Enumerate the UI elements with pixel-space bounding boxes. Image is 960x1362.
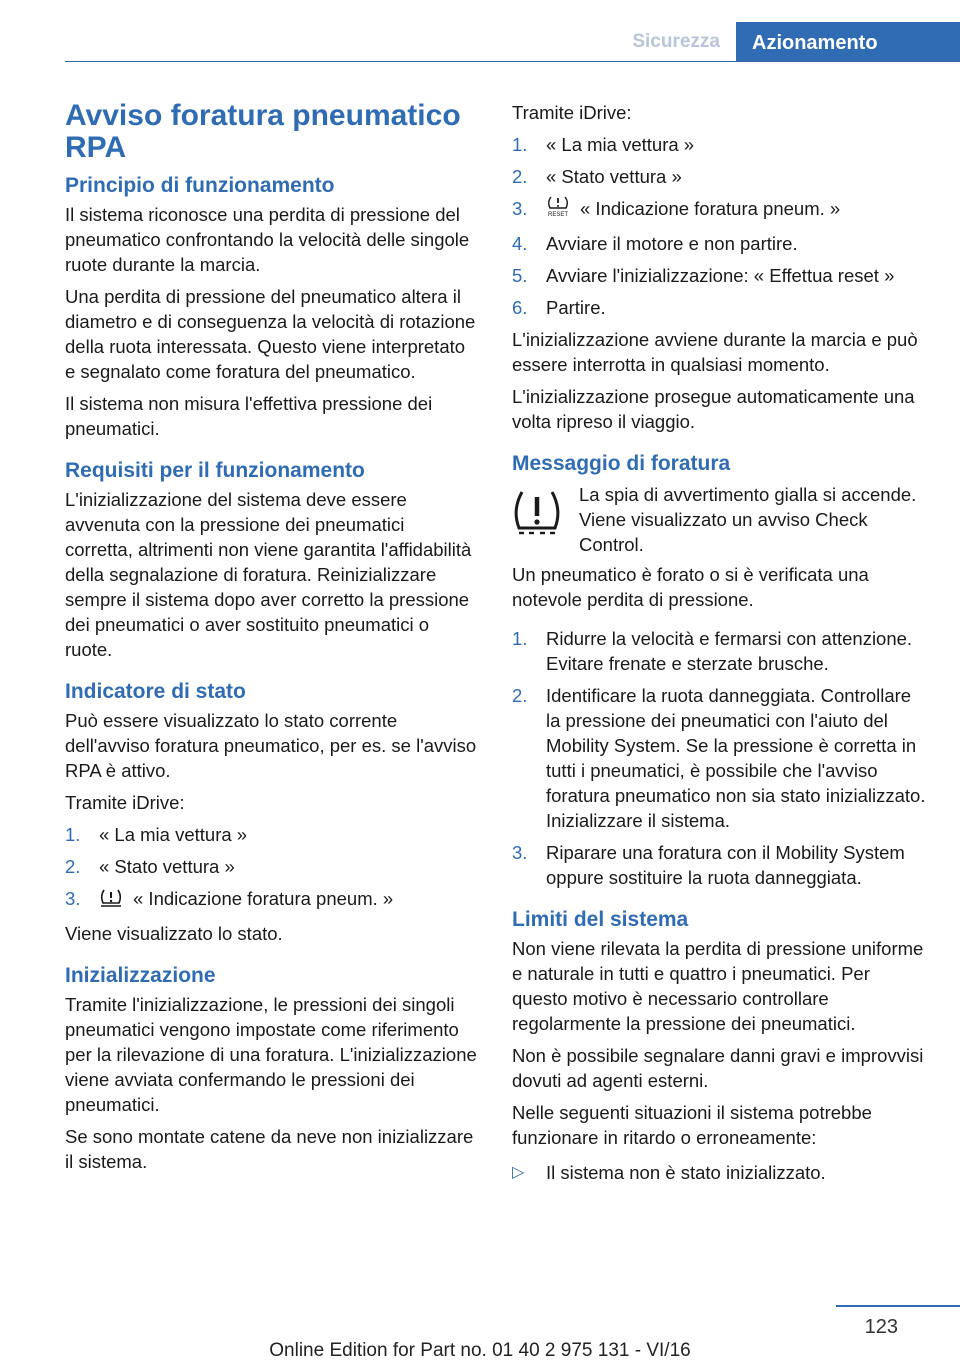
footer-rule bbox=[836, 1305, 960, 1307]
footer-edition: Online Edition for Part no. 01 40 2 975 131 - VI/16 bbox=[269, 1340, 691, 1361]
left-column bbox=[65, 100, 477, 1181]
list-item bbox=[65, 886, 477, 914]
paragraph: Il sistema non misura l'effettiva pressione dei pneumatici. bbox=[65, 393, 433, 439]
step-number: 2. bbox=[512, 685, 528, 706]
list-item bbox=[512, 132, 926, 157]
paragraph: Può essere visualizzato lo stato corrente dell'avviso foratura pneumatico, per es. se l'avviso RPA è attivo. bbox=[65, 710, 477, 781]
step-number: 6. bbox=[512, 297, 528, 318]
step-number: 2. bbox=[65, 856, 81, 877]
step-text: « Stato vettura » bbox=[99, 856, 235, 877]
step-number: 1. bbox=[512, 628, 528, 649]
right-column bbox=[512, 100, 926, 1185]
header-rule bbox=[65, 61, 960, 62]
paragraph: Non viene rilevata la perdita di pressione uniforme e naturale in tutti e quattro i pneumatici. Per questo motivo è necessario controllare regolarmente la pressione dei pneumatici. bbox=[512, 938, 924, 1034]
paragraph: Il sistema riconosce una perdita di pressione del pneumatico confrontando la velocità delle singole ruote durante la marcia. bbox=[65, 204, 470, 275]
step-text: Avviare il motore e non partire. bbox=[546, 233, 798, 254]
heading-requirements: Requisiti per il funzionamento bbox=[65, 459, 365, 482]
heading-principle: Principio di funzionamento bbox=[65, 174, 335, 197]
list-item bbox=[512, 164, 926, 189]
step-number: 5. bbox=[512, 265, 528, 286]
step-text: « La mia vettura » bbox=[546, 134, 695, 155]
step-number: 3. bbox=[65, 888, 81, 909]
step-number: 3. bbox=[512, 198, 528, 219]
step-text: « Stato vettura » bbox=[546, 166, 682, 187]
bullet-marker: ▷ bbox=[512, 1164, 525, 1181]
paragraph: Una perdita di pressione del pneumatico altera il diametro e di conseguenza la velocità di rotazione della ruota interessata. Questo viene interpretato e segnalato come foratura del pneumatico. bbox=[65, 286, 476, 382]
puncture-steps bbox=[512, 626, 926, 890]
step-number: 1. bbox=[512, 134, 528, 155]
heading-limits: Limiti del sistema bbox=[512, 908, 689, 931]
heading-init: Inizializzazione bbox=[65, 964, 216, 987]
paragraph: Viene visualizzato lo stato. bbox=[65, 923, 283, 944]
reset-label: RESET bbox=[547, 212, 569, 218]
heading-message: Messaggio di foratura bbox=[512, 452, 731, 475]
step-text: « Indicazione foratura pneum. » bbox=[580, 198, 841, 219]
step-text: Ridurre la velocità e fermarsi con attenzione. Evitare frenate e sterzate brusche. bbox=[546, 628, 913, 674]
paragraph: Tramite iDrive: bbox=[65, 792, 185, 813]
list-item bbox=[65, 822, 477, 847]
init-steps bbox=[512, 132, 926, 320]
step-text: « Indicazione foratura pneum. » bbox=[133, 888, 394, 909]
status-steps bbox=[65, 822, 477, 914]
tire-reset-icon bbox=[546, 196, 570, 224]
tire-warning-icon bbox=[512, 488, 562, 538]
paragraph: Nelle seguenti situazioni il sistema potrebbe funzionare in ritardo o erroneamente: bbox=[512, 1102, 872, 1148]
paragraph: Un pneumatico è forato o si è verificata una notevole perdita di pressione. bbox=[512, 564, 869, 610]
page-header bbox=[0, 0, 960, 62]
paragraph: L'inizializzazione del sistema deve essere avvenuta con la pressione dei pneumatici corretta, altrimenti non viene garantita l'affidabilità della segnalazione di foratura. Reinizializzare sempre il sistema dopo aver corretto la pressione dei pneumatici o aver sostituito pneumatici o ruote. bbox=[65, 489, 472, 660]
step-text: Avviare l'inizializzazione: « Effettua reset » bbox=[546, 265, 895, 286]
limits-bullets bbox=[512, 1160, 926, 1185]
step-number: 4. bbox=[512, 233, 528, 254]
chapter-tab[interactable]: Azionamento bbox=[736, 22, 960, 62]
tire-pressure-icon bbox=[99, 888, 123, 914]
paragraph: L'inizializzazione avviene durante la marcia e può essere interrotta in qualsiasi momento. bbox=[512, 329, 918, 375]
paragraph: Non è possibile segnalare danni gravi e improvvisi dovuti ad agenti esterni. bbox=[512, 1045, 924, 1091]
step-text: Partire. bbox=[546, 297, 606, 318]
heading-status: Indicatore di stato bbox=[65, 680, 246, 703]
list-item bbox=[512, 295, 926, 320]
step-text: Riparare una foratura con il Mobility System oppure sostituire la ruota danneggiata. bbox=[546, 842, 905, 888]
list-item bbox=[512, 840, 926, 890]
list-item bbox=[512, 1160, 926, 1185]
step-text: Identificare la ruota danneggiata. Controllare la pressione dei pneumatici con l'aiuto del Mobility System. Se la pressione è corretta in tutti i pneumatici, è possibile che l'avviso foratura pneumatico non sia stato inizializzato. Inizializzare il sistema. bbox=[546, 685, 926, 831]
page-number: 123 bbox=[864, 1316, 898, 1338]
list-item bbox=[65, 854, 477, 879]
warning-text: La spia di avvertimento gialla si accende. Viene visualizzato un avviso Check Control. bbox=[579, 484, 917, 555]
page-title: Avviso foratura pneumatico RPA bbox=[65, 99, 461, 164]
list-item bbox=[512, 196, 926, 224]
step-number: 3. bbox=[512, 842, 528, 863]
step-number: 1. bbox=[65, 824, 81, 845]
section-label[interactable]: Sicurezza bbox=[632, 31, 720, 52]
warning-block bbox=[512, 482, 926, 562]
list-item bbox=[512, 683, 926, 833]
paragraph: Tramite l'inizializzazione, le pressioni dei singoli pneumatici vengono impostate come riferimento per la rilevazione di una foratura. L'inizializzazione viene avviata confermando le pressioni dei pneumatici. bbox=[65, 994, 477, 1115]
step-number: 2. bbox=[512, 166, 528, 187]
bullet-text: Il sistema non è stato inizializzato. bbox=[546, 1162, 826, 1183]
list-item bbox=[512, 263, 926, 288]
paragraph: L'inizializzazione prosegue automaticamente una volta ripreso il viaggio. bbox=[512, 386, 915, 432]
step-text: « La mia vettura » bbox=[99, 824, 248, 845]
list-item bbox=[512, 231, 926, 256]
paragraph: Tramite iDrive: bbox=[512, 102, 632, 123]
list-item bbox=[512, 626, 926, 676]
paragraph: Se sono montate catene da neve non inizializzare il sistema. bbox=[65, 1126, 474, 1172]
